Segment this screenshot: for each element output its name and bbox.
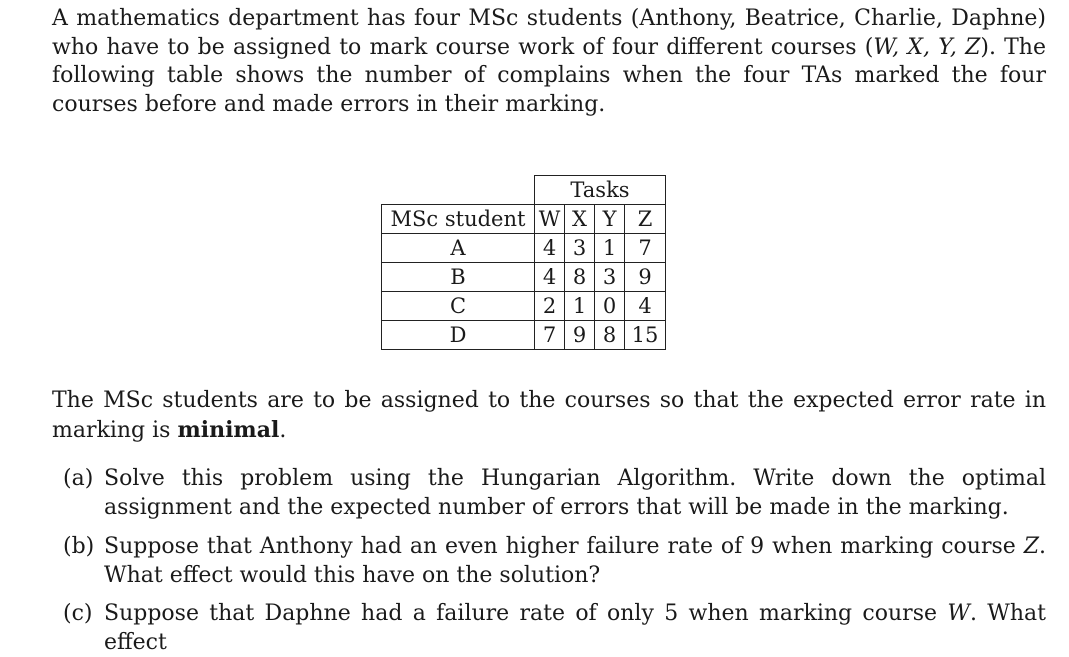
problem-intro (52, 5, 1046, 119)
objective-text-2: . (279, 417, 287, 443)
part-b-text (104, 533, 1046, 590)
row-label: B (382, 263, 535, 292)
complaints-table (381, 175, 666, 350)
row-label: C (382, 292, 535, 321)
table-row (382, 321, 666, 350)
table-cell: 1 (565, 292, 595, 321)
row-label: D (382, 321, 535, 350)
table-cell: 3 (595, 263, 625, 292)
objective-emphasis: minimal (177, 416, 280, 443)
table-cell: 15 (625, 321, 666, 350)
table-cell: 4 (535, 263, 565, 292)
intro-text-1: A mathematics department has four MSc students (Anthony, Beatrice, Charlie, Daphne) who have to be assigned to mark course work of four different courses ( (52, 6, 1046, 60)
table-cell: 8 (565, 263, 595, 292)
table-cell: 7 (625, 234, 666, 263)
table-cell: 9 (625, 263, 666, 292)
col-header-w: W (535, 205, 565, 234)
question-part-a (52, 465, 1046, 522)
part-c-course: W (947, 601, 970, 626)
row-label: A (382, 234, 535, 263)
table-row (382, 292, 666, 321)
question-part-c (52, 600, 1046, 657)
intro-text-2: ). The following table shows the number of complains when the four TAs marked the four courses before and made errors in their marking. (52, 34, 1046, 117)
table-row (382, 234, 666, 263)
part-a-label: (a) (63, 466, 94, 491)
part-b-course: Z (1023, 534, 1039, 559)
question-part-b (52, 533, 1046, 590)
msc-student-header: MSc student (382, 205, 535, 234)
table-cell: 1 (595, 234, 625, 263)
table-cell: 8 (595, 321, 625, 350)
objective-text-1: The MSc students are to be assigned to the courses so that the expected error rate in marking is (52, 388, 1046, 443)
part-b-text-1: Suppose that Anthony had an even higher failure rate of 9 when marking course (104, 534, 1024, 559)
part-c-text (104, 600, 1046, 657)
table-cell: 9 (565, 321, 595, 350)
table-cell: 2 (535, 292, 565, 321)
part-a-text-1: Solve this problem using the Hungarian Algorithm. Write down the optimal assignment and the expected number of errors that will be made in the marking. (104, 466, 1046, 520)
table-subheader-row (382, 205, 666, 234)
col-header-z: Z (625, 205, 666, 234)
col-header-y: Y (595, 205, 625, 234)
part-b-label: (b) (63, 534, 95, 559)
part-c-text-1: Suppose that Daphne had a failure rate of only 5 when marking course (104, 601, 948, 626)
col-header-x: X (565, 205, 595, 234)
table-header-row (382, 176, 666, 205)
table-cell: 0 (595, 292, 625, 321)
part-c-text-2: . What effect (104, 601, 1046, 655)
tasks-header: Tasks (535, 176, 666, 205)
table-cell: 3 (565, 234, 595, 263)
part-c-label: (c) (63, 601, 93, 626)
table-cell: 4 (535, 234, 565, 263)
table-cell: 4 (625, 292, 666, 321)
table-row (382, 263, 666, 292)
part-b-text-2: . What effect would this have on the solution? (104, 534, 1046, 588)
part-a-text (104, 465, 1046, 522)
course-list: W, X, Y, Z (873, 34, 981, 60)
table-cell: 7 (535, 321, 565, 350)
table-corner (382, 176, 535, 205)
objective-statement (52, 387, 1046, 445)
